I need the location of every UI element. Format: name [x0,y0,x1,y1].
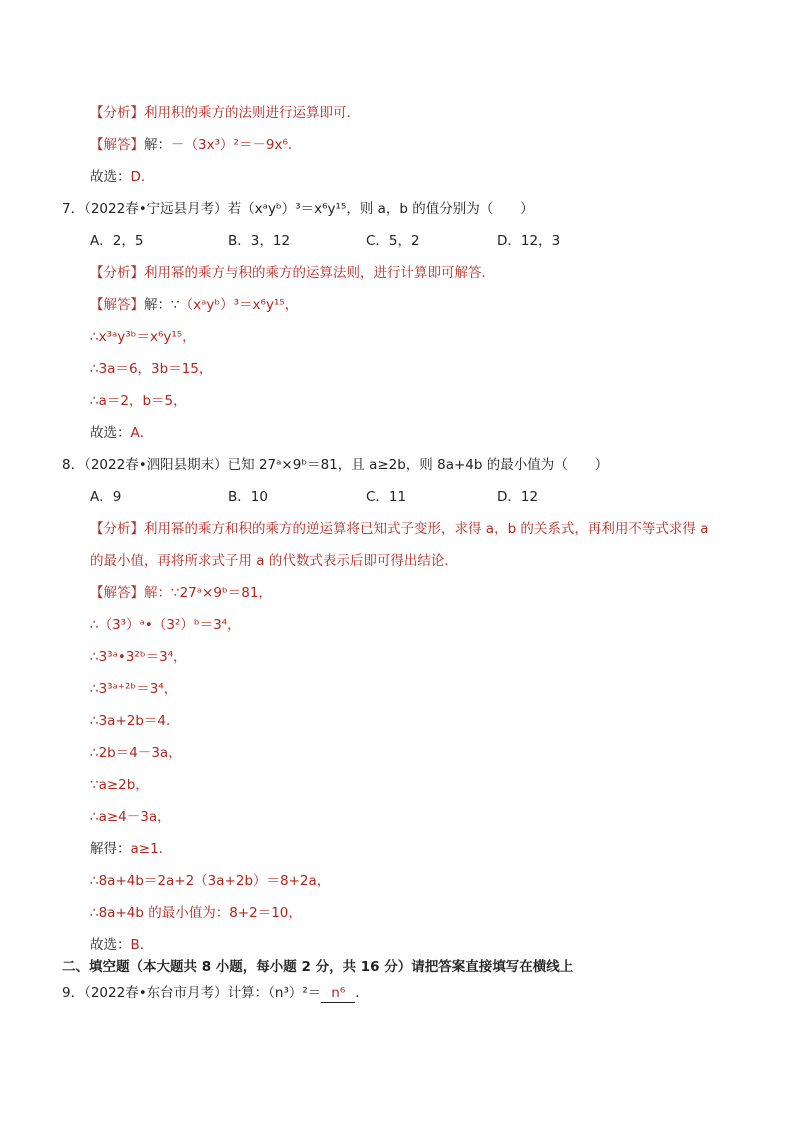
solve-label: 解得： [90,841,131,857]
q7-stem-rest: ，则 a，b 的值分别为（ ） [346,201,534,217]
q8-step-1: ∴（3³）ᵃ•（3²）ᵇ＝3⁴， [90,617,241,633]
analysis-tag: 【分析】 [90,105,144,121]
q8-step-6: ∵a≥2b， [90,777,149,793]
q6-analysis [90,104,360,122]
q7-stem-text: 7．（2022春•宁远县月考）若（x [62,201,263,217]
q7-solution [90,296,298,314]
analysis-text: 利用幂的乘方与积的乘方的运算法则，进行计算即可解答． [144,265,495,281]
analysis-text: 利用积的乘方的法则进行运算即可． [144,105,360,121]
q9-answer-blank: n⁶ [321,984,355,1003]
solution-label: 解： [144,137,171,153]
q7-step-3: ∴a＝2，b＝5， [90,393,187,409]
q8-option-d: D．12 [497,489,539,505]
q8-step-9: ∴8a+4b＝2a+2（3a+2b）＝8+2a， [90,873,331,889]
choose-answer: D． [130,169,155,185]
solution-text: 解：∵27ᵃ×9ᵇ＝81， [144,585,272,601]
q7-stem [62,200,534,218]
q8-step-2: ∴3³ᵃ•3²ᵇ＝3⁴， [90,649,187,665]
q8-step-3: ∴3³ᵃ⁺²ᵇ＝3⁴， [90,681,178,697]
q7-option-d: D．12，3 [497,233,561,249]
q8-choose [90,936,153,954]
q7-stem-math: ᵃyᵇ）³＝x⁶y¹⁵ [262,201,347,217]
q7-option-c: C．5，2 [366,233,420,249]
solution-tag: 【解答】 [90,297,144,313]
q8-step-7: ∴a≥4－3a， [90,809,171,825]
solution-math: －（3x³）²＝－9x⁶． [171,137,302,153]
q6-choose [90,168,154,186]
analysis-text: 利用幂的乘方和积的乘方的逆运算将已知式子变形，求得 a，b 的关系式，再利用不等式求得 a [144,521,709,537]
q8-option-b: B．10 [228,489,268,505]
q8-step-4: ∴3a+2b＝4． [90,713,180,729]
analysis-tag: 【分析】 [90,521,144,537]
q8-step-8 [90,840,172,858]
q7-choose [90,424,153,442]
q7-analysis [90,264,495,282]
choose-answer: B． [130,937,154,953]
q6-solution [90,136,301,154]
q8-step-5: ∴2b＝4－3a， [90,745,182,761]
q9-end: ． [355,985,369,1001]
solution-math: （xᵃyᵇ）³＝x⁶y¹⁵， [179,297,299,313]
choose-label: 故选： [90,425,131,441]
q7-step-1: ∴x³ᵃy³ᵇ＝x⁶y¹⁵， [90,329,196,345]
q7-option-a: A．2，5 [90,233,144,249]
q7-step-2: ∴3a＝6，3b＝15， [90,361,213,377]
q8-solution [90,584,272,602]
analysis-tag: 【分析】 [90,265,144,281]
section-heading: 二、填空题（本大题共 8 小题，每小题 2 分，共 16 分）请把答案直接填写在横线上 [62,959,574,975]
q9-stem-text: 9．（2022春•东台市月考）计算：（n³）²＝ [62,985,322,1001]
choose-label: 故选： [90,169,131,185]
q8-stem: 8．（2022春•泗阳县期末）已知 27ᵃ×9ᵇ＝81，且 a≥2b，则 8a+4b 的最小值为（ ） [62,457,609,473]
solution-tag: 【解答】 [90,585,144,601]
q8-analysis-line-1 [90,520,709,538]
choose-label: 故选： [90,937,131,953]
q8-step-10: ∴8a+4b 的最小值为：8+2＝10， [90,905,302,921]
solve-result: a≥1． [130,841,173,857]
q7-option-b: B．3，12 [228,233,291,249]
q8-option-c: C．11 [366,489,407,505]
q9-stem [62,984,369,1003]
choose-answer: A． [130,425,154,441]
solution-tag: 【解答】 [90,137,144,153]
q8-analysis-line-2: 的最小值，再将所求式子用 a 的代数式表示后即可得出结论． [90,553,458,569]
solution-label: 解：∵ [144,297,180,313]
q8-option-a: A．9 [90,489,122,505]
